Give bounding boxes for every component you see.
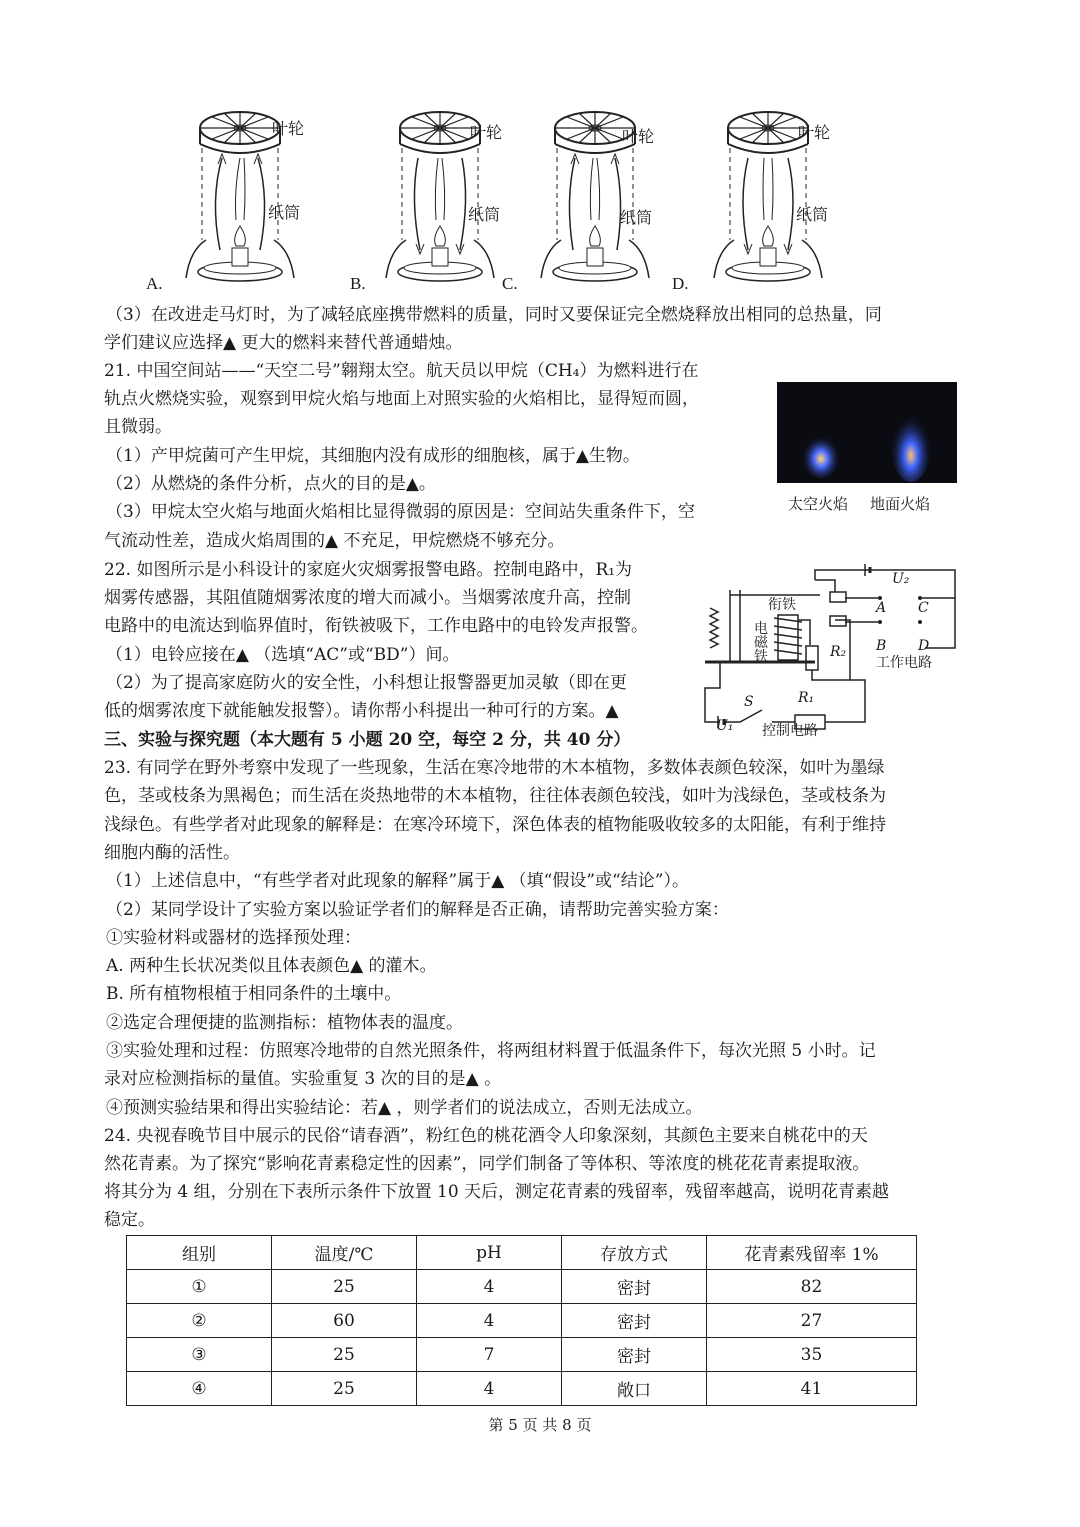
q21-line-6: （3）甲烷太空火焰与地面火焰相比显得微弱的原因是：空间站失重条件下，空	[106, 502, 695, 522]
table-cell: 25	[272, 1270, 417, 1304]
q24-line-1: 24. 央视春晚节目中展示的民俗“请春酒”，粉红色的桃花酒令人印象深刻，其颜色主要来自桃花中的天	[104, 1126, 868, 1146]
table-cell: 敞口	[562, 1372, 707, 1406]
table-header-cell: 花青素残留率 1%	[707, 1236, 917, 1270]
q23-line-10: ②选定合理便捷的监测指标：植物体表的温度。	[106, 1013, 463, 1033]
q23-line-12: 录对应检测指标的量值。实验重复 3 次的目的是▲ 。	[104, 1069, 502, 1089]
table-cell: ①	[127, 1270, 272, 1304]
label-c: C	[918, 600, 929, 616]
q23-line-11: ③实验处理和过程：仿照寒冷地带的自然光照条件，将两组材料置于低温条件下，每次光照 5 小时。记	[106, 1041, 876, 1061]
anthocyanin-table	[126, 1235, 917, 1406]
q22-line-6: 低的烟雾浓度下就能触发报警）。请你帮小科提出一种可行的方案。▲	[104, 701, 619, 721]
label-s: S	[744, 694, 754, 710]
section-3-heading: 三、实验与探究题（本大题有 5 小题 20 空，每空 2 分，共 40 分）	[104, 730, 631, 750]
label-armature: 衔铁	[768, 597, 796, 613]
label-work-circuit: 工作电路	[876, 655, 932, 671]
q23-line-13: ④预测实验结果和得出实验结论：若▲ ，则学者们的说法成立，否则无法成立。	[106, 1098, 703, 1118]
label-electromagnet-1: 电	[754, 621, 768, 637]
label-u1: U₁	[716, 718, 734, 734]
table-cell: 35	[707, 1338, 917, 1372]
label-r1: R₁	[798, 690, 815, 706]
tube-label-d: 纸筒	[796, 205, 829, 224]
table-cell: 密封	[562, 1270, 707, 1304]
tube-label-c: 纸筒	[620, 208, 653, 227]
q22-line-2: 烟雾传感器，其阻值随烟雾浓度的增大而减小。当烟雾浓度升高，控制	[104, 588, 631, 608]
q20-3-line-2: 学们建议应选择▲ 更大的燃料来替代普通蜡烛。	[104, 333, 463, 353]
table-header-cell: 组别	[127, 1236, 272, 1270]
table-cell: 4	[417, 1372, 562, 1406]
table-row	[127, 1338, 917, 1372]
label-d: D	[918, 638, 930, 654]
q24-line-3: 将其分为 4 组，分别在下表所示条件下放置 10 天后，测定花青素的残留率，残留率越高，说明花青素越	[104, 1182, 890, 1202]
q24-line-2: 然花青素。为了探究“影响花青素稳定性的因素”，同学们制备了等体积、等浓度的桃花花青素提取液。	[104, 1154, 870, 1174]
table-cell: 25	[272, 1338, 417, 1372]
q22-line-5: （2）为了提高家庭防火的安全性，小科想让报警器更加灵敏（即在更	[106, 673, 627, 693]
q24-line-4: 稳定。	[104, 1210, 155, 1230]
flame-illustration	[777, 382, 957, 483]
table-cell: ③	[127, 1338, 272, 1372]
q20-3-line-1: （3）在改进走马灯时，为了减轻底座携带燃料的质量，同时又要保证完全燃烧释放出相同的总热量，同	[106, 305, 882, 325]
q23-line-3: 浅绿色。有些学者对此现象的解释是：在寒冷环境下，深色体表的植物能吸收较多的太阳能，有利于维持	[104, 815, 886, 835]
table-cell: ②	[127, 1304, 272, 1338]
label-b: B	[876, 638, 887, 654]
q23-line-7: ①实验材料或器材的选择预处理：	[106, 928, 361, 948]
q22-line-1: 22. 如图所示是小科设计的家庭火灾烟雾报警电路。控制电路中，R₁为	[104, 560, 633, 580]
flame-photo	[777, 382, 957, 483]
impeller-label-b: 叶轮	[470, 123, 503, 142]
table-cell: 4	[417, 1304, 562, 1338]
label-a: A	[876, 600, 887, 616]
q23-line-6: （2）某同学设计了实验方案以验证学者们的解释是否正确，请帮助完善实验方案：	[106, 900, 729, 920]
q22-line-3: 电路中的电流达到临界值时，衔铁被吸下，工作电路中的电铃发声报警。	[104, 616, 648, 636]
q21-line-3: 且微弱。	[104, 417, 172, 437]
tube-label-a: 纸筒	[268, 203, 301, 222]
table-row	[127, 1372, 917, 1406]
option-label-d: D.	[672, 274, 689, 293]
q21-line-1: 21. 中国空间站——“天空二号”翱翔太空。航天员以甲烷（CH₄）为燃料进行在	[104, 361, 699, 381]
label-u2: U₂	[892, 571, 910, 587]
table-row	[127, 1304, 917, 1338]
page-footer: 第 5 页 共 8 页	[488, 1416, 592, 1434]
q23-line-9: B. 所有植物根植于相同条件的土壤中。	[106, 984, 402, 1004]
photo-caption-ground: 地面火焰	[870, 495, 931, 513]
table-cell: 60	[272, 1304, 417, 1338]
q22-line-4: （1）电铃应接在▲ （选填“AC”或“BD”）间。	[106, 645, 460, 665]
q23-line-8: A. 两种生长状况类似且体表颜色▲ 的灌木。	[106, 956, 437, 976]
table-cell: 7	[417, 1338, 562, 1372]
table-header-cell: 温度/℃	[272, 1236, 417, 1270]
label-electromagnet-3: 铁	[754, 649, 768, 665]
label-r2: R₂	[830, 644, 847, 660]
table-header-cell: 存放方式	[562, 1236, 707, 1270]
table-cell: 25	[272, 1372, 417, 1406]
option-label-b: B.	[350, 274, 366, 293]
table-cell: ④	[127, 1372, 272, 1406]
q23-line-1: 23. 有同学在野外考察中发现了一些现象，生活在寒冷地带的木本植物，多数体表颜色较深，如叶为墨绿	[104, 758, 885, 778]
photo-caption-space: 太空火焰	[788, 495, 849, 513]
table-cell: 密封	[562, 1304, 707, 1338]
table-cell: 密封	[562, 1338, 707, 1372]
label-control-circuit: 控制电路	[762, 723, 818, 739]
tube-label-b: 纸筒	[468, 205, 501, 224]
q21-line-5: （2）从燃烧的条件分析，点火的目的是▲。	[106, 474, 436, 494]
table-header-row	[127, 1236, 917, 1270]
option-label-a: A.	[146, 274, 163, 293]
table-cell: 27	[707, 1304, 917, 1338]
q21-line-7: 气流动性差，造成火焰周围的▲ 不充足，甲烷燃烧不够充分。	[104, 531, 565, 551]
table-cell: 4	[417, 1270, 562, 1304]
q23-line-5: （1）上述信息中，“有些学者对此现象的解释”属于▲ （填“假设”或“结论”）。	[106, 871, 689, 891]
label-electromagnet-2: 磁	[754, 635, 768, 651]
option-label-c: C.	[502, 274, 518, 293]
q21-line-2: 轨点火燃烧实验，观察到甲烷火焰与地面上对照实验的火焰相比，显得短而圆，	[104, 389, 699, 409]
table-cell: 41	[707, 1372, 917, 1406]
q23-line-4: 细胞内酶的活性。	[104, 843, 240, 863]
table-row	[127, 1270, 917, 1304]
q23-line-2: 色，茎或枝条为黑褐色；而生活在炎热地带的木本植物，往往体表颜色较浅，如叶为浅绿色，茎或枝条为	[104, 786, 886, 806]
q21-line-4: （1）产甲烷菌可产生甲烷，其细胞内没有成形的细胞核，属于▲生物。	[106, 446, 640, 466]
impeller-label-d: 叶轮	[798, 123, 831, 142]
table-header-cell: pH	[417, 1236, 562, 1270]
table-cell: 82	[707, 1270, 917, 1304]
impeller-label-c: 叶轮	[622, 127, 655, 146]
impeller-label-a: 叶轮	[272, 119, 305, 138]
